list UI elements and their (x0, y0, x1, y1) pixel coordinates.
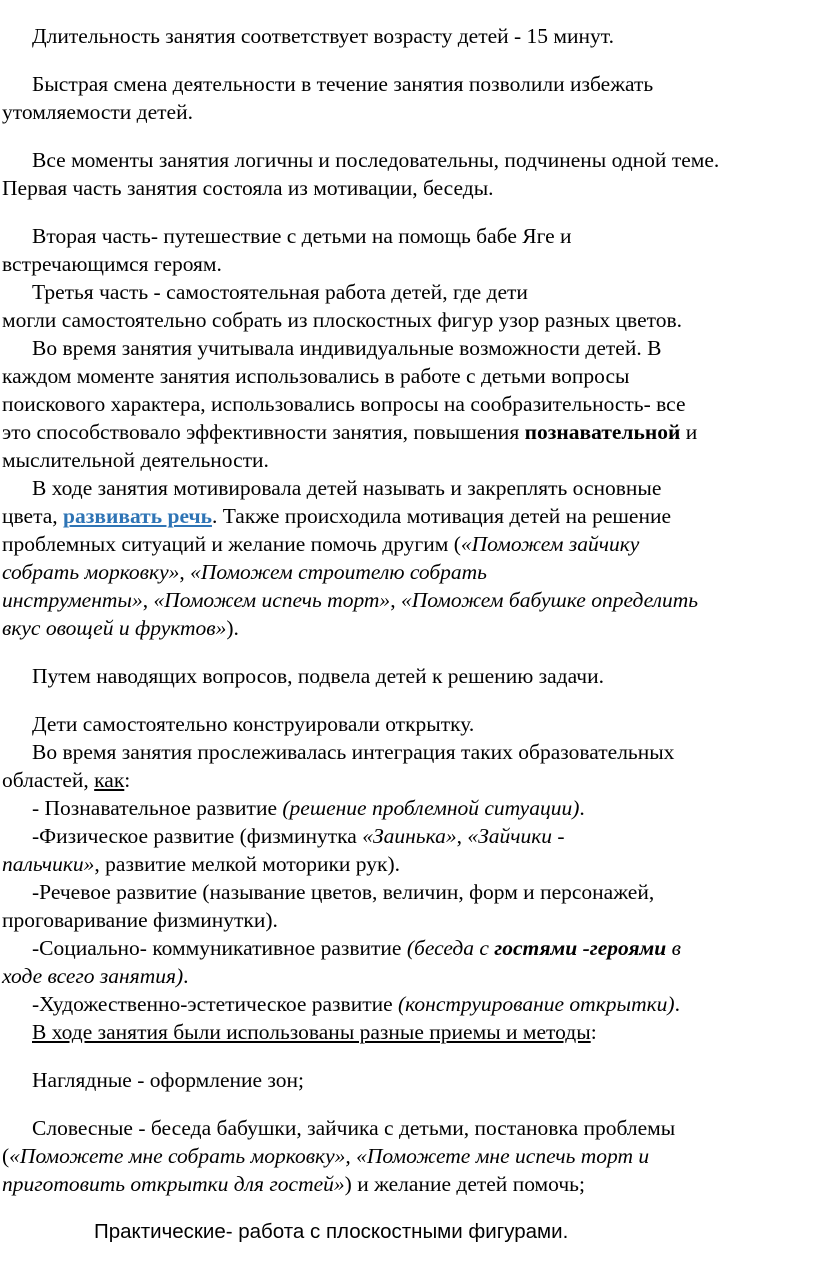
paragraph-activity-change: Быстрая смена деятельности в течение занятия позволили избежать утомляемости детей. (2, 72, 654, 124)
speech-development-link[interactable]: развивать речь (63, 504, 212, 528)
list-item-physical: -Физическое развитие (физминутка «Заинька», «Зайчики - пальчики», развитие мелкой моторики рук). (2, 824, 565, 876)
paragraph-verbal-methods: Словесные - беседа бабушки, зайчика с детьми, постановка проблемы («Поможете мне собрать морковку», «Поможете мне испечь торт и приготовить открытки для гостей») и желание детей помочь; (2, 1116, 676, 1196)
paragraph-motivation: В ходе занятия мотивировала детей называть и закреплять основные цвета, развивать речь. Также происходила мотивация детей на решение проблемных ситуаций и желание помочь другим («Поможем зайчику собрать морковку», «Поможем строителю собрать инструменты», «Поможем испечь торт», «Поможем бабушке определить вкус овощей и фруктов»). (2, 476, 699, 640)
paragraph-second-part: Вторая часть- путешествие с детьми на помощь бабе Яге и встречающимся героям. (2, 224, 572, 276)
paragraph-visual-methods: Наглядные - оформление зон; (32, 1068, 305, 1092)
paragraph-duration: Длительность занятия соответствует возрасту детей - 15 минут. (32, 24, 614, 48)
paragraph-individual: Во время занятия учитывала индивидуальные возможности детей. В каждом моменте занятия использовались в работе с детьми вопросы поискового характера, использовались вопросы на сообразительность- все это способствовало эффективности занятия, повышения познавательной и мыслительной деятельности. (2, 336, 698, 472)
list-item-cognitive: - Познавательное развитие (решение проблемной ситуации). (32, 796, 585, 820)
paragraph-leading-questions: Путем наводящих вопросов, подвела детей к решению задачи. (32, 664, 604, 688)
paragraph-third-part: Третья часть - самостоятельная работа детей, где дети могли самостоятельно собрать из плоскостных фигур узор разных цветов. (2, 280, 683, 332)
list-item-speech: -Речевое развитие (называние цветов, величин, форм и персонажей, проговаривание физминутки). (2, 880, 655, 932)
list-item-social: -Социально- коммуникативное развитие (беседа с гостями -героями в ходе всего занятия). (2, 936, 681, 988)
paragraph-integration: Во время занятия прослеживалась интеграция таких образовательных областей, как: (2, 740, 675, 792)
paragraph-postcard: Дети самостоятельно конструировали открытку. (32, 712, 475, 736)
paragraph-methods-heading: В ходе занятия были использованы разные приемы и методы: (32, 1020, 597, 1044)
list-item-artistic: -Художественно-эстетическое развитие (конструирование открытки). (32, 992, 680, 1016)
paragraph-practical-methods: Практические- работа с плоскостными фигурами. (94, 1220, 569, 1243)
paragraph-moments: Все моменты занятия логичны и последовательны, подчинены одной теме. Первая часть занятия состояла из мотивации, беседы. (2, 148, 720, 200)
